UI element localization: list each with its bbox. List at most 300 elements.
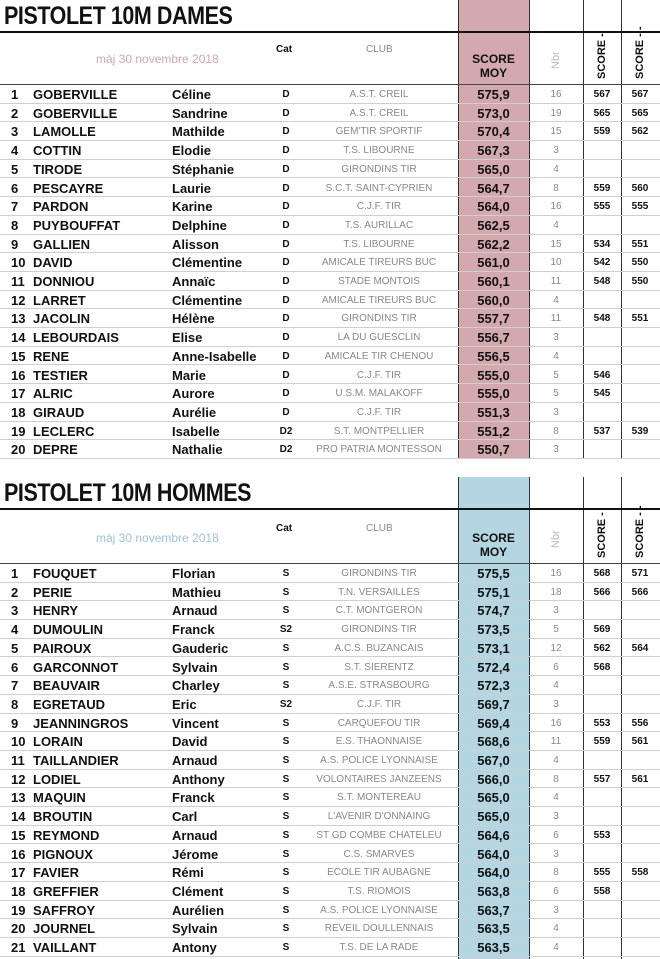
club: S.C.T. SAINT-CYPRIEN <box>325 182 433 194</box>
table-row <box>0 403 660 422</box>
club: C.J.F. TIR <box>356 698 402 710</box>
table-row <box>0 919 660 938</box>
score-second: 567 <box>631 89 649 100</box>
rank: 2 <box>11 584 19 600</box>
table-row <box>0 328 660 347</box>
score-avg: 563,5 <box>477 921 510 937</box>
last-name: JEANNINGROS <box>33 715 129 731</box>
category: S <box>282 848 290 860</box>
match-count: 12 <box>550 642 562 654</box>
table-row <box>0 695 660 714</box>
rank: 4 <box>11 143 19 159</box>
rank: 21 <box>11 940 26 955</box>
match-count: 3 <box>553 145 559 157</box>
score-avg: 565,0 <box>477 790 510 806</box>
first-name: Aurélien <box>172 902 225 918</box>
score-best: 553 <box>593 717 611 729</box>
last-name: GALLIEN <box>33 236 91 252</box>
match-count: 11 <box>550 276 562 287</box>
last-name: RENE <box>33 348 70 364</box>
rank: 17 <box>11 865 26 881</box>
header-score-avg: SCORE MOY <box>472 52 515 80</box>
last-name: PAIROUX <box>33 640 92 656</box>
category: D <box>282 388 290 400</box>
club: T.S. LIBOURNE <box>343 145 415 157</box>
match-count: 19 <box>550 107 562 119</box>
last-name: LARRET <box>33 292 86 308</box>
club: AMICALE TIREURS BUC <box>321 294 437 306</box>
header-score-second: SCORE - - <box>634 505 646 558</box>
first-name: Sandrine <box>172 105 228 121</box>
category: D <box>282 332 290 344</box>
table-row <box>0 85 660 104</box>
header-cat: Cat <box>276 523 293 534</box>
club: T.S. LIBOURNE <box>343 238 415 250</box>
match-count: 4 <box>553 923 559 935</box>
table-row <box>0 583 660 602</box>
score-second: 571 <box>631 568 649 579</box>
category: S <box>282 773 290 785</box>
match-count: 15 <box>550 126 562 138</box>
rank: 1 <box>11 566 19 581</box>
score-avg: 564,0 <box>477 199 510 215</box>
score-avg: 563,8 <box>477 883 510 899</box>
rank: 19 <box>11 902 26 918</box>
rank: 9 <box>11 715 19 731</box>
category: D <box>282 350 290 362</box>
last-name: REYMOND <box>33 827 100 843</box>
club: A.S. POLICE LYONNAISE <box>320 755 438 766</box>
club: GIRONDINS TIR <box>341 568 417 579</box>
last-name: EGRETAUD <box>33 696 105 712</box>
category: D2 <box>279 425 293 437</box>
match-count: 4 <box>553 294 559 306</box>
category: S <box>282 680 290 692</box>
score-best: 546 <box>593 369 611 381</box>
score-avg: 557,7 <box>477 311 510 327</box>
score-best: 557 <box>593 773 611 785</box>
first-name: Anthony <box>172 771 225 787</box>
club: T.N. VERSAILLES <box>338 586 420 598</box>
match-count: 3 <box>553 904 559 916</box>
club: ECOLE TIR AUBAGNE <box>327 867 431 879</box>
match-count: 8 <box>553 773 559 785</box>
rank: 5 <box>11 640 19 656</box>
score-second: 551 <box>631 238 649 250</box>
category: S <box>282 605 290 617</box>
first-name: Rémi <box>172 865 204 881</box>
first-name: Stéphanie <box>172 161 235 177</box>
table-row <box>0 141 660 160</box>
last-name: BROUTIN <box>33 809 93 825</box>
rank: 8 <box>11 696 19 712</box>
score-best: 537 <box>593 425 611 437</box>
category: D <box>282 163 290 175</box>
category: S <box>282 661 290 673</box>
score-avg: 573,5 <box>477 622 510 638</box>
score-avg: 569,4 <box>477 715 510 731</box>
rank: 1 <box>11 87 19 102</box>
score-avg: 567,3 <box>477 143 510 159</box>
table-row <box>0 104 660 123</box>
header-score-best: SCORE - <box>596 512 608 558</box>
table-row <box>0 235 660 254</box>
category: S <box>282 885 290 897</box>
match-count: 15 <box>550 238 562 250</box>
first-name: Vincent <box>172 715 219 731</box>
table-row <box>0 122 660 141</box>
club: S.T. MONTEREAU <box>337 792 421 804</box>
table-row <box>0 770 660 789</box>
table-row <box>0 309 660 328</box>
score-best: 562 <box>593 642 611 654</box>
score-avg: 562,2 <box>477 236 510 252</box>
score-second: 564 <box>631 642 649 654</box>
score-avg: 568,6 <box>477 734 510 750</box>
category: D <box>282 238 290 250</box>
score-avg: 563,7 <box>477 902 510 918</box>
rank: 20 <box>11 921 26 937</box>
first-name: Clémentine <box>172 292 243 308</box>
category: S <box>282 942 290 953</box>
first-name: Mathilde <box>172 124 225 140</box>
table-row <box>0 807 660 826</box>
last-name: GOBERVILLE <box>33 105 118 121</box>
club: C.S. SMARVES <box>343 848 415 860</box>
first-name: Gauderic <box>172 640 229 656</box>
last-name: PUYBOUFFAT <box>33 217 121 233</box>
score-best: 534 <box>593 238 611 250</box>
table-row <box>0 216 660 235</box>
score-best: 558 <box>593 885 611 897</box>
table-row <box>0 826 660 845</box>
first-name: Delphine <box>172 217 227 233</box>
first-name: Eric <box>172 696 197 712</box>
rank: 6 <box>11 659 19 675</box>
last-name: DUMOULIN <box>33 622 104 638</box>
section-hommes <box>0 477 660 959</box>
score-best: 555 <box>593 867 611 879</box>
first-name: Laurie <box>172 180 212 196</box>
rank: 14 <box>11 809 26 825</box>
category: D <box>282 219 290 231</box>
match-count: 18 <box>550 586 562 598</box>
last-name: GIRAUD <box>33 404 85 420</box>
match-count: 3 <box>553 848 559 860</box>
first-name: David <box>172 734 208 750</box>
match-count: 4 <box>553 680 559 692</box>
first-name: Carl <box>172 809 198 825</box>
table-row <box>0 714 660 733</box>
last-name: PESCAYRE <box>33 180 104 196</box>
category: S <box>282 904 290 916</box>
score-avg: 562,5 <box>477 217 510 233</box>
rank: 7 <box>11 199 19 215</box>
last-name: PIGNOUX <box>33 846 93 862</box>
club: S.T. SIERENTZ <box>344 661 414 673</box>
score-best: 545 <box>593 388 611 400</box>
match-count: 8 <box>553 182 559 194</box>
club: S.T. MONTPELLIER <box>333 425 425 437</box>
rank: 15 <box>11 827 26 843</box>
club: C.T. MONTGERON <box>335 605 423 617</box>
table-row <box>0 676 660 695</box>
score-avg: 561,0 <box>477 255 510 271</box>
first-name: Florian <box>172 566 216 581</box>
score-avg: 556,7 <box>477 330 510 346</box>
score-avg: 564,0 <box>477 865 510 881</box>
category: D <box>282 182 290 194</box>
last-name: VAILLANT <box>33 940 97 955</box>
table-row <box>0 751 660 770</box>
rank: 14 <box>11 330 26 346</box>
title-rule <box>0 31 660 33</box>
category: S <box>282 717 290 729</box>
score-best: 567 <box>593 89 611 100</box>
club: A.S.T. CREIL <box>349 89 409 100</box>
first-name: Aurélie <box>172 404 217 420</box>
club: AMICALE TIREURS BUC <box>321 257 437 269</box>
score-avg: 560,1 <box>477 274 510 289</box>
category: D <box>282 276 290 287</box>
club: T.S. DE LA RADE <box>339 942 419 953</box>
last-name: TESTIER <box>33 367 88 383</box>
first-name: Arnaud <box>172 603 218 619</box>
score-second: 566 <box>631 586 649 598</box>
match-count: 3 <box>553 811 559 823</box>
first-name: Charley <box>172 678 220 694</box>
score-second: 539 <box>631 425 649 437</box>
category: D2 <box>279 444 293 456</box>
match-count: 6 <box>553 661 559 673</box>
rank: 17 <box>11 386 26 402</box>
first-name: Clément <box>172 883 224 899</box>
category: S <box>282 923 290 935</box>
score-best: 566 <box>593 586 611 598</box>
rank: 9 <box>11 236 19 252</box>
table-row <box>0 732 660 751</box>
last-name: LORAIN <box>33 734 83 750</box>
score-best: 565 <box>593 107 611 119</box>
last-name: ALRIC <box>33 386 73 402</box>
score-avg: 575,1 <box>477 584 510 600</box>
first-name: Sylvain <box>172 921 218 937</box>
last-name: DAVID <box>33 255 73 271</box>
update-date: màj 30 novembre 2018 <box>96 52 219 66</box>
first-name: Anne-Isabelle <box>172 348 257 364</box>
rank: 5 <box>11 161 19 177</box>
club: ST GD COMBE CHATELEU <box>316 829 442 841</box>
score-avg: 569,7 <box>477 696 510 712</box>
score-avg: 572,3 <box>477 678 510 694</box>
update-date: màj 30 novembre 2018 <box>96 531 219 545</box>
score-second: 558 <box>631 867 649 879</box>
header-cat: Cat <box>276 44 293 55</box>
score-best: 548 <box>593 276 611 287</box>
first-name: Clémentine <box>172 255 243 271</box>
score-best: 568 <box>593 568 611 579</box>
club: T.S. RIOMOIS <box>347 885 411 897</box>
match-count: 11 <box>550 313 562 325</box>
header-club: CLUB <box>366 523 393 534</box>
score-second: 556 <box>631 717 649 729</box>
match-count: 8 <box>553 425 559 437</box>
score-avg: 551,2 <box>477 423 510 439</box>
score-best: 548 <box>593 313 611 325</box>
match-count: 6 <box>553 829 559 841</box>
table-row <box>0 197 660 216</box>
table-row <box>0 160 660 179</box>
category: S <box>282 867 290 879</box>
score-avg: 564,0 <box>477 846 510 862</box>
score-second: 561 <box>631 773 649 785</box>
rank: 20 <box>11 442 26 458</box>
table-row <box>0 179 660 198</box>
rank: 13 <box>11 790 26 806</box>
rank: 3 <box>11 603 19 619</box>
first-name: Franck <box>172 790 215 806</box>
category: D <box>282 406 290 418</box>
category: S <box>282 755 290 766</box>
table-row <box>0 901 660 920</box>
score-second: 550 <box>631 276 649 287</box>
match-count: 5 <box>553 388 559 400</box>
rank: 12 <box>11 292 26 308</box>
score-second: 561 <box>631 736 649 748</box>
table-row <box>0 272 660 291</box>
last-name: GREFFIER <box>33 883 99 899</box>
score-second: 555 <box>631 201 649 213</box>
match-count: 16 <box>550 201 562 213</box>
score-best: 553 <box>593 829 611 841</box>
last-name: GOBERVILLE <box>33 87 118 102</box>
category: S2 <box>279 624 293 636</box>
header-club: CLUB <box>366 44 393 55</box>
last-name: BEAUVAIR <box>33 678 100 694</box>
club: A.S.E. STRASBOURG <box>328 680 430 692</box>
club: U.S.M. MALAKOFF <box>335 388 423 400</box>
table-row <box>0 601 660 620</box>
last-name: GARCONNOT <box>33 659 119 675</box>
table-row <box>0 882 660 901</box>
rank: 2 <box>11 105 19 121</box>
last-name: LEBOURDAIS <box>33 330 119 346</box>
match-count: 4 <box>553 219 559 231</box>
table-row <box>0 291 660 310</box>
score-avg: 572,4 <box>477 659 510 675</box>
score-avg: 550,7 <box>477 442 510 458</box>
last-name: LAMOLLE <box>33 124 96 140</box>
score-second: 551 <box>631 313 649 325</box>
match-count: 4 <box>553 755 559 766</box>
match-count: 16 <box>550 568 562 579</box>
category: S <box>282 829 290 841</box>
rank: 18 <box>11 404 26 420</box>
last-name: PARDON <box>33 199 89 215</box>
rank: 6 <box>11 180 19 196</box>
score-avg: 567,0 <box>477 753 510 768</box>
club: L'AVENIR D'ONNAING <box>327 811 431 823</box>
match-count: 5 <box>553 369 559 381</box>
rank: 19 <box>11 423 26 439</box>
last-name: FAVIER <box>33 865 79 881</box>
last-name: JACOLIN <box>33 311 91 327</box>
club: GIRONDINS TIR <box>341 163 417 175</box>
match-count: 11 <box>550 736 562 748</box>
score-avg: 563,5 <box>477 940 510 955</box>
category: D <box>282 369 290 381</box>
category: D <box>282 257 290 269</box>
table-row <box>0 938 660 957</box>
header-score-second: SCORE - - <box>634 26 646 79</box>
score-best: 568 <box>593 661 611 673</box>
score-avg: 566,0 <box>477 771 510 787</box>
first-name: Arnaud <box>172 753 218 768</box>
match-count: 3 <box>553 698 559 710</box>
match-count: 4 <box>553 163 559 175</box>
club: GIRONDINS TIR <box>341 313 417 325</box>
score-avg: 555,0 <box>477 386 510 402</box>
last-name: MAQUIN <box>33 790 86 806</box>
table-row <box>0 422 660 441</box>
first-name: Aurore <box>172 386 215 402</box>
score-avg: 551,3 <box>477 404 510 420</box>
match-count: 16 <box>550 717 562 729</box>
rank: 8 <box>11 217 19 233</box>
title-rule <box>0 508 660 510</box>
rank: 18 <box>11 883 26 899</box>
rank: 10 <box>11 255 26 271</box>
table-row <box>0 564 660 583</box>
rank: 7 <box>11 678 19 694</box>
first-name: Karine <box>172 199 213 215</box>
last-name: JOURNEL <box>33 921 96 937</box>
table-row <box>0 788 660 807</box>
score-avg: 573,1 <box>477 640 510 656</box>
score-avg: 575,5 <box>477 566 510 581</box>
first-name: Elise <box>172 330 203 346</box>
table-row <box>0 366 660 385</box>
rank: 10 <box>11 734 26 750</box>
last-name: TIRODE <box>33 161 83 177</box>
score-avg: 573,0 <box>477 105 510 121</box>
match-count: 4 <box>553 792 559 804</box>
score-best: 555 <box>593 201 611 213</box>
score-avg: 556,5 <box>477 348 510 364</box>
category: D <box>282 107 290 119</box>
club: CARQUEFOU TIR <box>337 717 421 729</box>
rank: 12 <box>11 771 26 787</box>
club: T.S. AURILLAC <box>344 219 414 231</box>
match-count: 8 <box>553 867 559 879</box>
first-name: Mathieu <box>172 584 222 600</box>
category: D <box>282 145 290 157</box>
match-count: 3 <box>553 406 559 418</box>
category: D <box>282 294 290 306</box>
header-nbr: Nbr <box>550 530 562 548</box>
club: REVEIL DOULLENNAIS <box>324 923 434 935</box>
score-avg: 560,0 <box>477 292 510 308</box>
rank: 16 <box>11 367 26 383</box>
score-second: 560 <box>631 182 649 194</box>
rank: 16 <box>11 846 26 862</box>
score-best: 569 <box>593 624 611 636</box>
club: A.S.T. CREIL <box>349 107 409 119</box>
first-name: Céline <box>172 87 212 102</box>
rank: 15 <box>11 348 26 364</box>
table-row <box>0 253 660 272</box>
club: C.J.F. TIR <box>356 369 402 381</box>
